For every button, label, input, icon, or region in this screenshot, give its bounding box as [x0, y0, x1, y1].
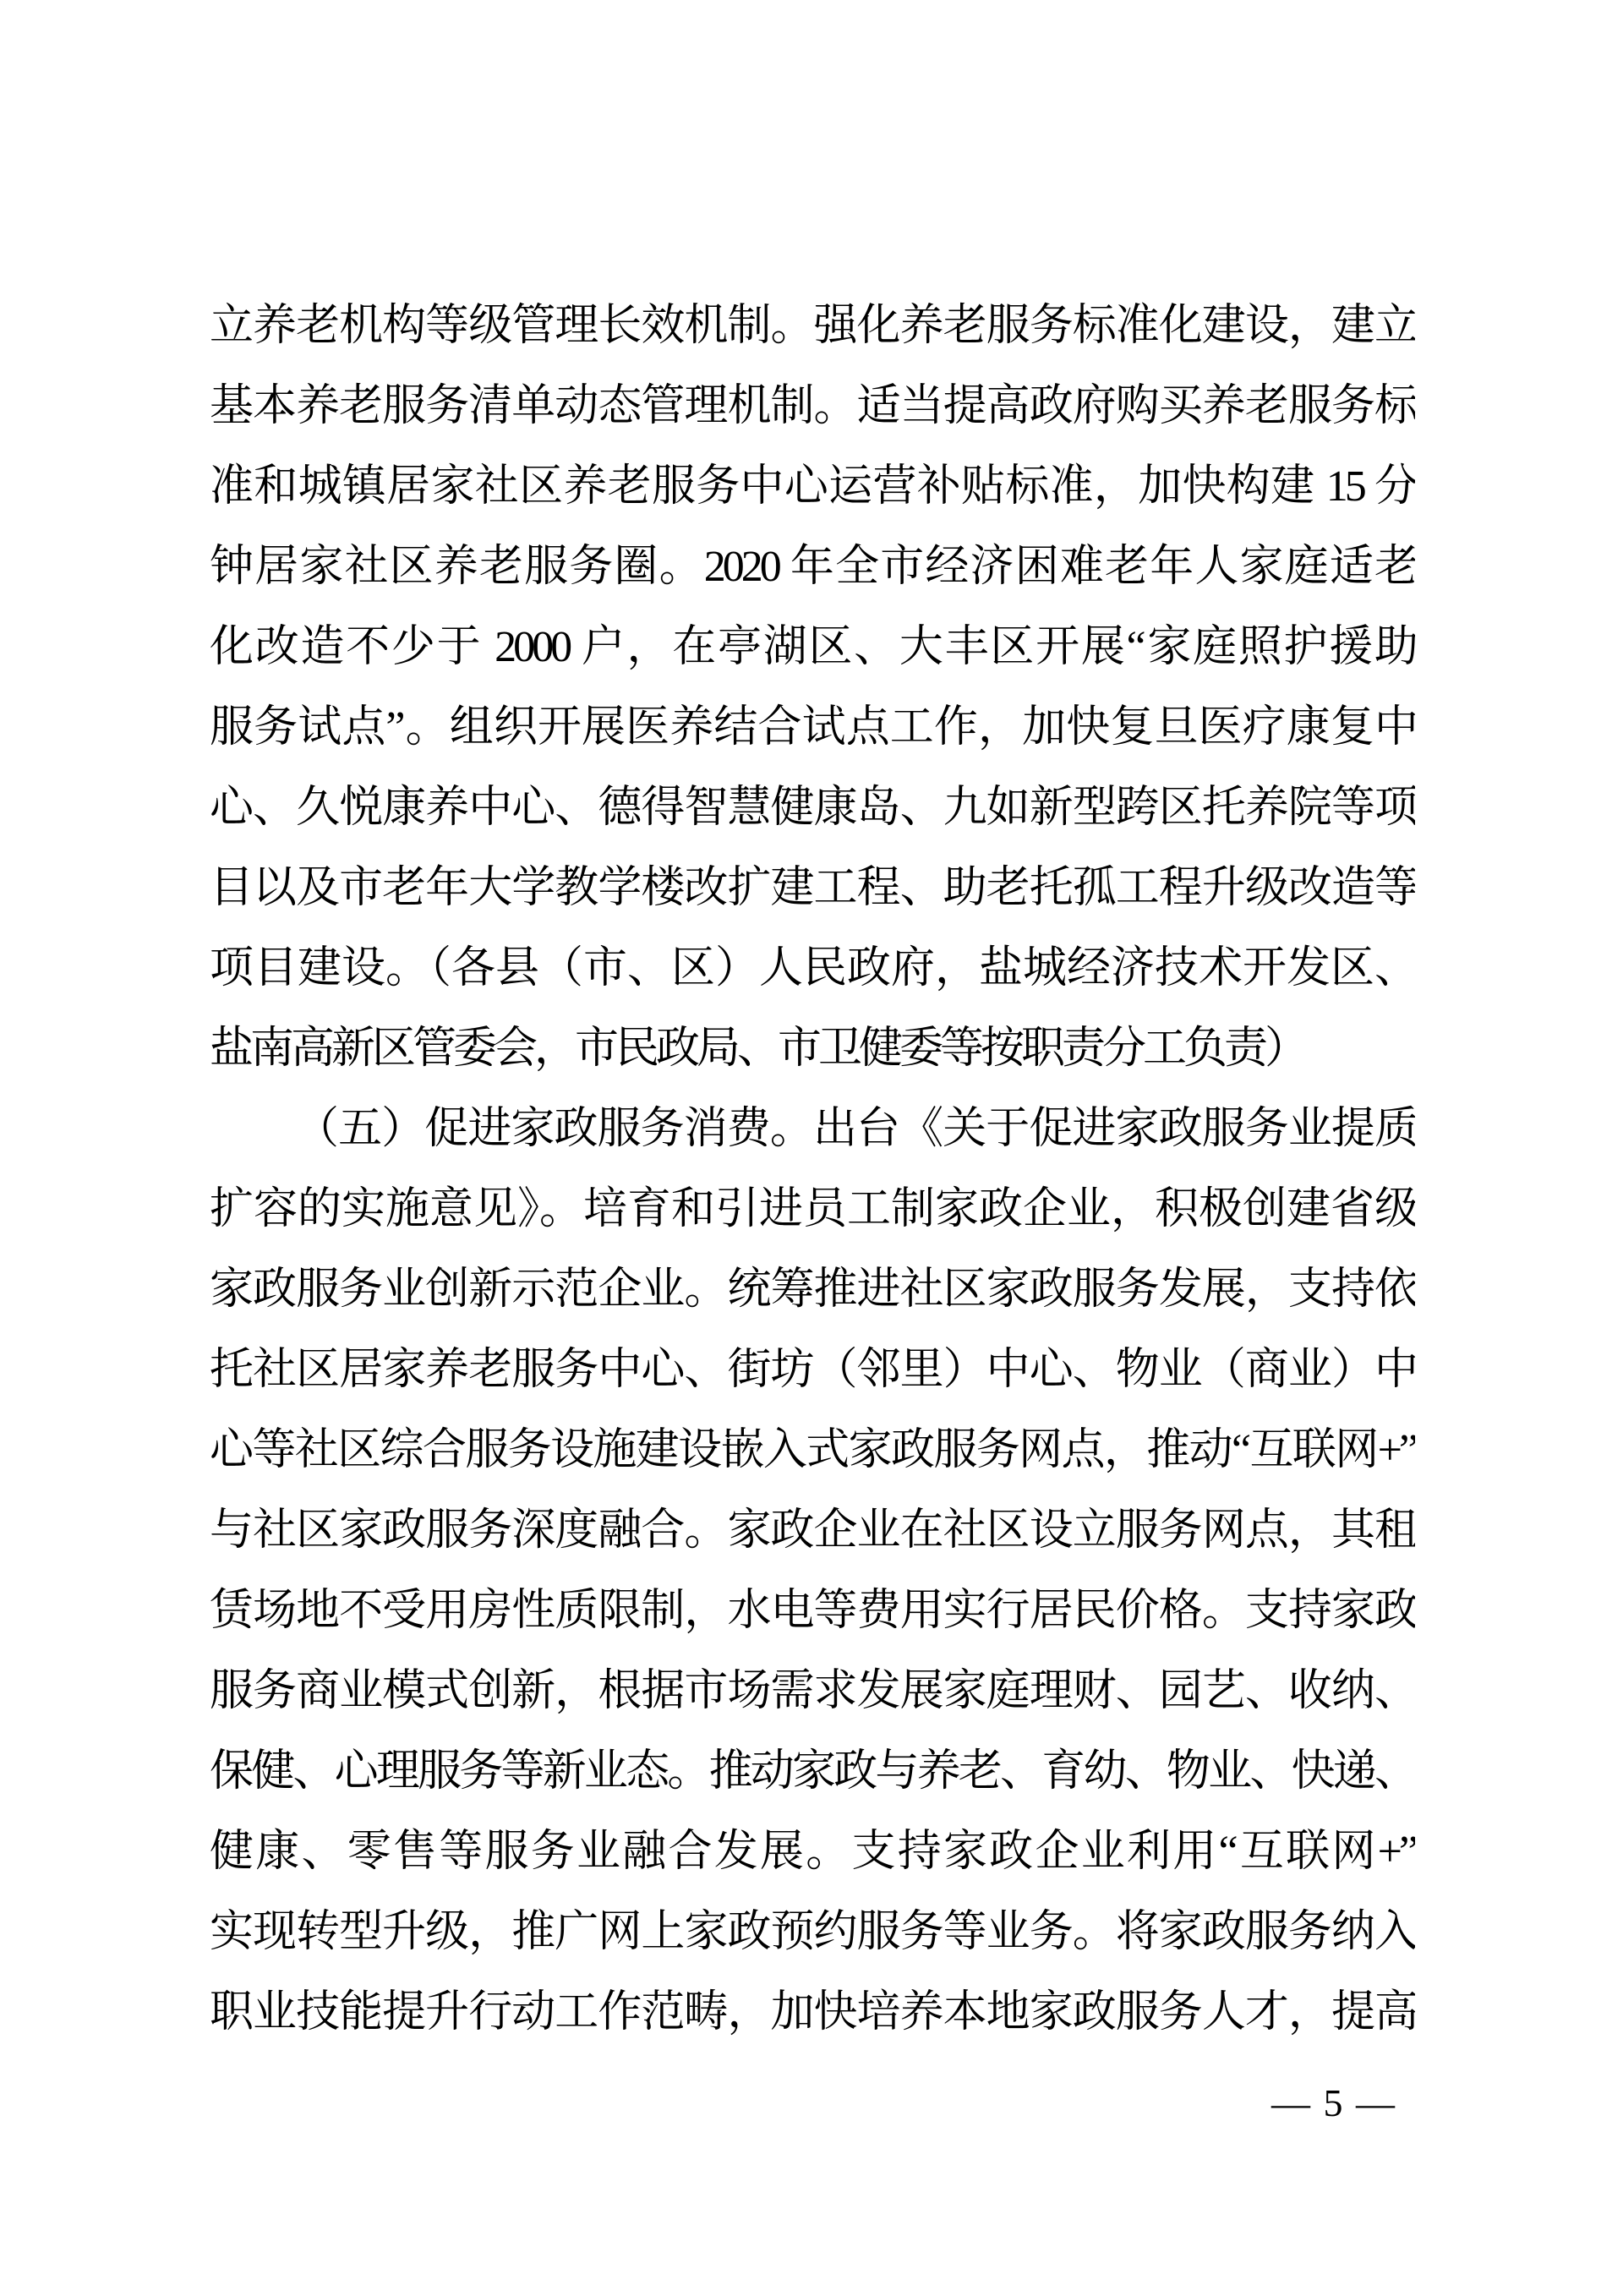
text-line: 保健、心理服务等新业态。推动家政与养老、育幼、物业、快递、	[210, 1747, 1415, 1796]
text-line: 化改造不少于 2000 户，在亭湖区、大丰区开展“家庭照护援助	[210, 623, 1415, 671]
text-line: 托社区居家养老服务中心、街坊（邻里）中心、物业（商业）中	[210, 1346, 1415, 1394]
text-line: 实现转型升级，推广网上家政预约服务等业务。将家政服务纳入	[210, 1908, 1415, 1956]
page-number: — 5 —	[1271, 2081, 1396, 2124]
text-line: 心、久悦康养中心、德得智慧健康岛、九如新型跨区托养院等项	[210, 784, 1415, 832]
document-body	[210, 286, 1415, 2053]
text-line: 准和城镇居家社区养老服务中心运营补贴标准，加快构建 15 分	[210, 462, 1415, 511]
text-line: 与社区家政服务深度融合。家政企业在社区设立服务网点，其租	[210, 1506, 1415, 1555]
text-line: 心等社区综合服务设施建设嵌入式家政服务网点，推动“互联网+”	[210, 1426, 1415, 1474]
text-line: 扩容的实施意见》。培育和引进员工制家政企业，积极创建省级	[210, 1185, 1415, 1233]
text-line: 目以及市老年大学教学楼改扩建工程、助老托孤工程升级改造等	[210, 864, 1415, 912]
text-line-section-heading: （五）促进家政服务消费。出台《关于促进家政服务业提质	[295, 1105, 1415, 1153]
text-line: 职业技能提升行动工作范畴，加快培养本地家政服务人才，提高	[210, 1988, 1415, 2036]
text-line: 基本养老服务清单动态管理机制。适当提高政府购买养老服务标	[210, 382, 1415, 430]
text-line: 赁场地不受用房性质限制，水电等费用实行居民价格。支持家政	[210, 1587, 1415, 1635]
text-line: 项目建设。（各县（市、区）人民政府，盐城经济技术开发区、	[210, 944, 1415, 992]
text-line: 钟居家社区养老服务圈。2020 年全市经济困难老年人家庭适老	[210, 543, 1415, 591]
text-line: 服务试点”。组织开展医养结合试点工作，加快复旦医疗康复中	[210, 703, 1415, 752]
text-line: 立养老机构等级管理长效机制。强化养老服务标准化建设，建立	[210, 302, 1415, 350]
text-line: 盐南高新区管委会，市民政局、市卫健委等按职责分工负责）	[210, 1025, 1306, 1073]
text-line: 家政服务业创新示范企业。统筹推进社区家政服务发展，支持依	[210, 1266, 1415, 1314]
text-line: 健康、零售等服务业融合发展。支持家政企业利用“互联网+”	[210, 1828, 1415, 1876]
text-line: 服务商业模式创新，根据市场需求发展家庭理财、园艺、收纳、	[210, 1667, 1415, 1715]
